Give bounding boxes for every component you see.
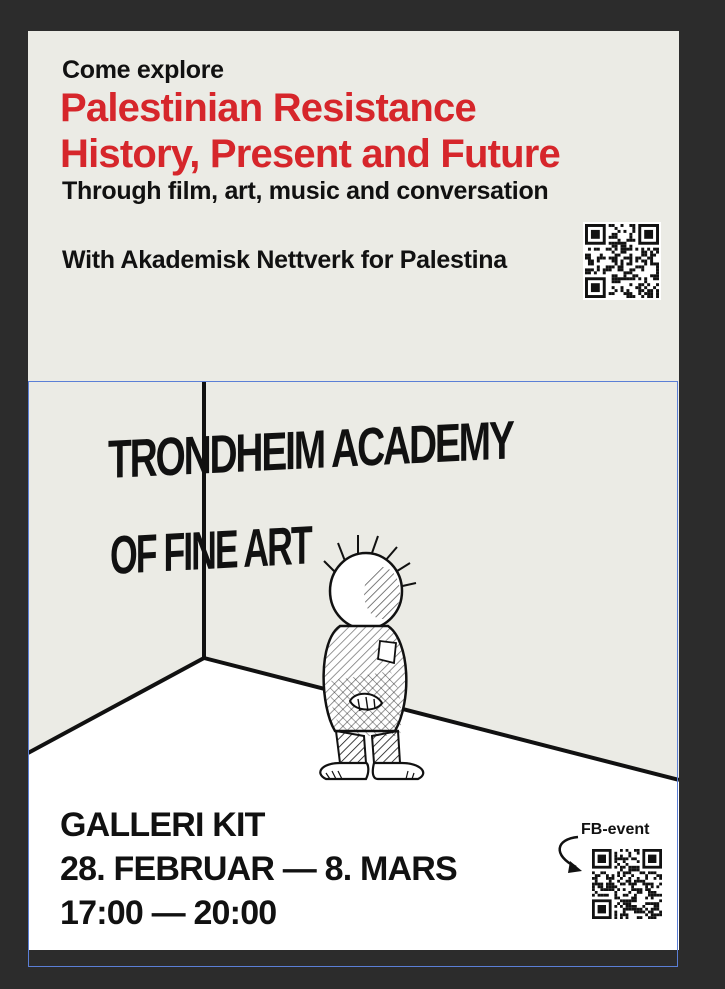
fb-qr-code-icon[interactable]: [590, 847, 664, 921]
subtitle: Through film, art, music and conversation: [62, 177, 549, 205]
poster: [28, 31, 679, 950]
wall-text-line-2: OF FINE ART: [110, 515, 311, 586]
fb-event-label: FB-event: [581, 821, 650, 838]
venue: GALLERI KIT: [60, 806, 265, 844]
event-dates: 28. FEBRUAR — 8. MARS: [60, 850, 457, 888]
event-details: [60, 803, 457, 935]
title-line-2: History, Present and Future: [60, 132, 560, 176]
intro-text: Come explore: [62, 56, 224, 84]
wall-text-line-1: TRONDHEIM ACADEMY: [108, 410, 513, 490]
title-line-1: Palestinian Resistance: [60, 86, 476, 130]
handala-illustration: [300, 531, 440, 781]
organizer-text: With Akademisk Nettverk for Palestina: [62, 246, 507, 274]
event-time: 17:00 — 20:00: [60, 894, 277, 932]
